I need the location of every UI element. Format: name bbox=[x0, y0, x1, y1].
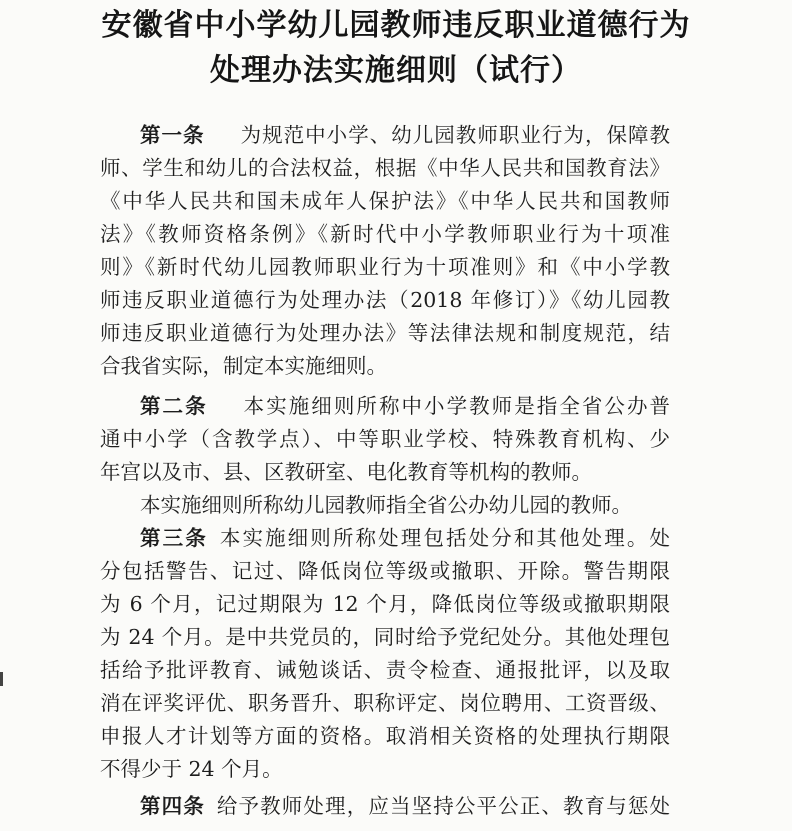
article-2-line-2: 通中小学（含教学点）、中等职业学校、特殊教育机构、少 bbox=[100, 427, 670, 451]
article-4-text-1: 给予教师处理，应当坚持公平公正、教育与惩处 bbox=[216, 794, 670, 818]
article-3-line-7: 申报人才计划等方面的资格。取消相关资格的处理执行期限 bbox=[100, 724, 670, 748]
article-3-label: 第三条 bbox=[140, 526, 208, 550]
article-3-line-8: 不得少于 24 个月。 bbox=[100, 757, 283, 781]
article-3-line-6: 消在评奖评优、职务晋升、职称评定、岗位聘用、工资晋级、 bbox=[100, 691, 670, 715]
document-title-line-2: 处理办法实施细则（试行） bbox=[210, 53, 582, 88]
article-4-label: 第四条 bbox=[140, 794, 205, 818]
article-1-line-4: 法》《教师资格条例》《新时代中小学教师职业行为十项准 bbox=[100, 222, 670, 246]
article-3-text-1: 本实施细则所称处理包括处分和其他处理。处 bbox=[219, 526, 670, 550]
article-3-line-5: 括给予批评教育、诫勉谈话、责令检查、通报批评，以及取 bbox=[100, 658, 670, 682]
article-1-line-7: 师违反职业道德行为处理办法》等法律法规和制度规范，结 bbox=[100, 321, 670, 345]
article-1-line-1 bbox=[140, 120, 670, 150]
article-3-line-3: 为 6 个月，记过期限为 12 个月，降低岗位等级或撤职期限 bbox=[100, 592, 670, 616]
article-1-line-3: 《中华人民共和国未成年人保护法》《中华人民共和国教师 bbox=[100, 189, 670, 213]
article-1-text-1: 为规范中小学、幼儿园教师职业行为，保障教 bbox=[240, 123, 670, 147]
article-1-line-6: 师违反职业道德行为处理办法（2018 年修订）》《幼儿园教 bbox=[100, 288, 670, 312]
article-1-line-5: 则》《新时代幼儿园教师职业行为十项准则》和《中小学教 bbox=[100, 255, 670, 279]
article-2-line-3: 年宫以及市、县、区教研室、电化教育等机构的教师。 bbox=[100, 460, 592, 484]
article-2-label: 第二条 bbox=[140, 394, 208, 418]
article-3-line-2: 分包括警告、记过、降低岗位等级或撤职、开除。警告期限 bbox=[100, 559, 670, 583]
document-title-line-1: 安徽省中小学幼儿园教师违反职业道德行为 bbox=[101, 8, 691, 43]
article-2-paragraph-2: 本实施细则所称幼儿园教师指全省公办幼儿园的教师。 bbox=[140, 493, 632, 517]
article-3-line-1 bbox=[140, 523, 670, 553]
article-4-line-1 bbox=[140, 791, 670, 821]
article-1-line-8: 合我省实际，制定本实施细则。 bbox=[100, 354, 387, 378]
article-3-line-4: 为 24 个月。是中共党员的，同时给予党纪处分。其他处理包 bbox=[100, 625, 670, 649]
article-1-label: 第一条 bbox=[140, 123, 205, 147]
article-2-line-1 bbox=[140, 391, 670, 421]
article-1-line-2: 师、学生和幼儿的合法权益，根据《中华人民共和国教育法》 bbox=[100, 156, 670, 180]
article-2-text-1: 本实施细则所称中小学教师是指全省公办普 bbox=[243, 394, 670, 418]
scan-edge-mark bbox=[0, 672, 3, 686]
